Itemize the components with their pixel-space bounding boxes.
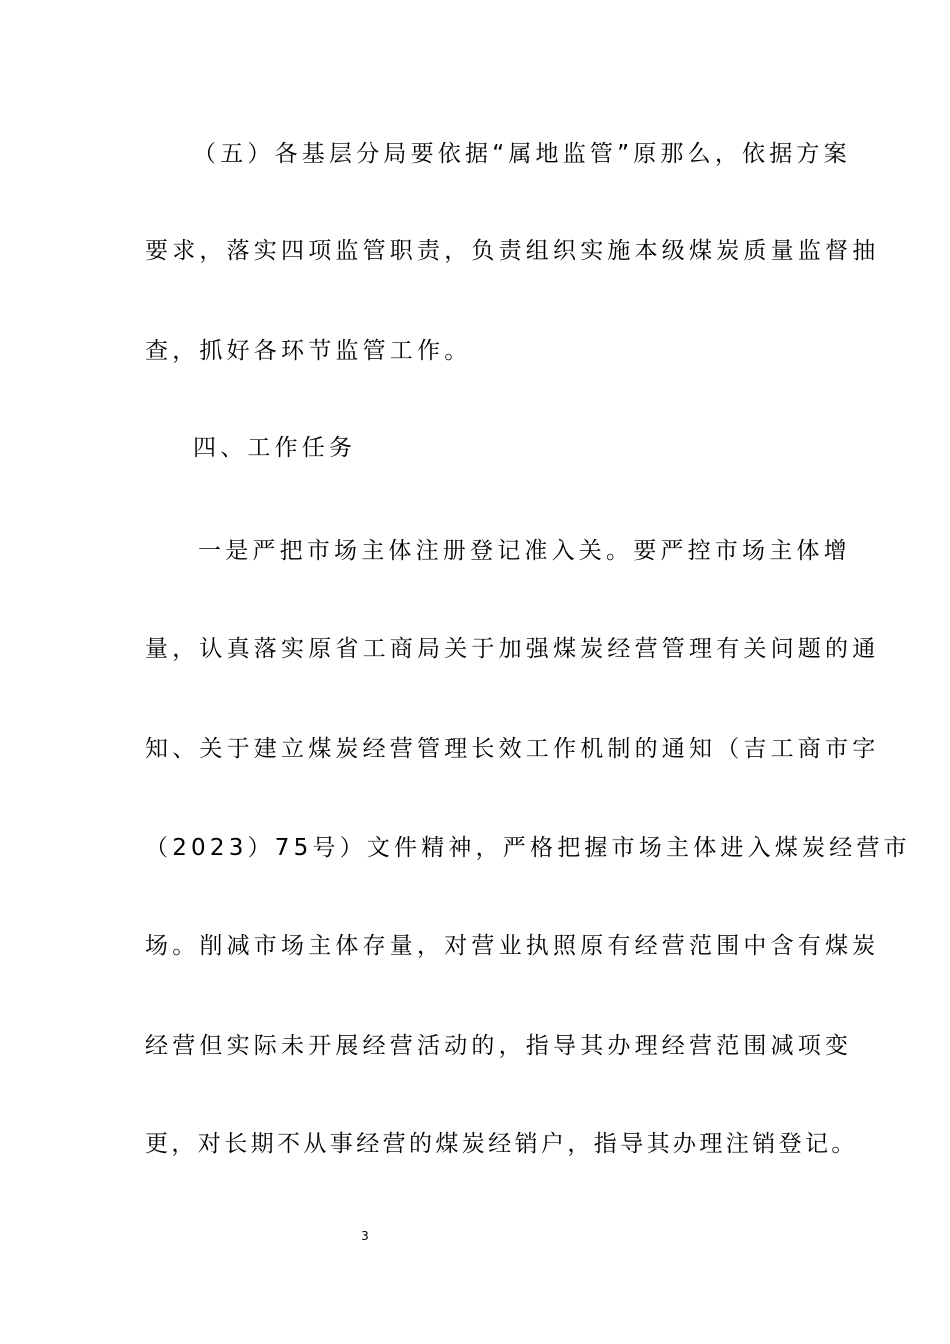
paragraph-line: 一是严把市场主体注册登记准入关。要严控市场主体增: [198, 538, 851, 564]
paragraph-line: 查，抓好各环节监管工作。: [145, 338, 472, 364]
paragraph-line: 场。削减市场主体存量，对营业执照原有经营范围中含有煤炭: [145, 933, 880, 959]
paragraph-line: 要求，落实四项监管职责，负责组织实施本级煤炭质量监督抽: [145, 238, 880, 264]
paragraph-line: 知、关于建立煤炭经营管理长效工作机制的通知（吉工商市字: [145, 736, 880, 762]
paragraph-line: （五）各基层分局要依据“属地监管”原那么，依据方案: [193, 141, 851, 167]
paragraph-line: 经营但实际未开展经营活动的，指导其办理经营范围减项变: [145, 1033, 853, 1059]
section-heading: 四、工作任务: [193, 435, 357, 461]
paragraph-line: （2023）75号）文件精神，严格把握市场主体进入煤炭经营市: [145, 835, 911, 861]
paragraph-line: 更，对长期不从事经营的煤炭经销户，指导其办理注销登记。: [145, 1131, 858, 1157]
page-number: 3: [361, 1229, 369, 1243]
paragraph-line: 量，认真落实原省工商局关于加强煤炭经营管理有关问题的通: [145, 636, 880, 662]
